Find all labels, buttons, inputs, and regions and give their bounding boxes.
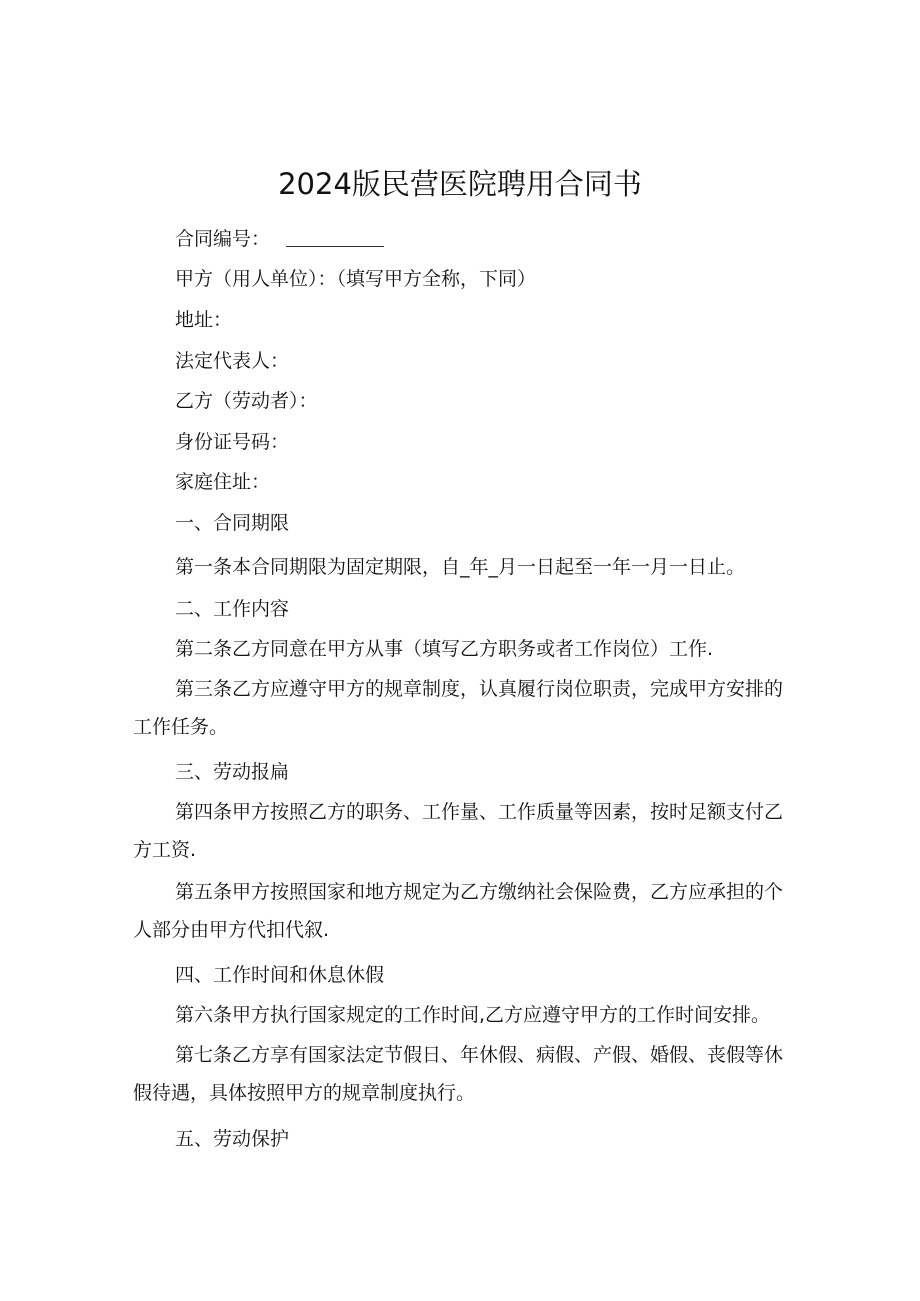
article-6: 第六条甲方执行国家规定的工作时间,乙方应遵守甲方的工作时间安排。 xyxy=(175,1004,771,1026)
address-label: 地址： xyxy=(175,309,233,331)
party-b-label: 乙方（劳动者）： xyxy=(175,390,318,412)
id-number-label: 身份证号码： xyxy=(175,431,290,453)
document-title: 2024版民营医院聘用合同书 xyxy=(278,167,642,201)
article-5: 第五条甲方按照国家和地方规定为乙方缴纳社会保险费，乙方应承担的个人部分由甲方代扣代叙. xyxy=(133,881,784,941)
article-4: 第四条甲方按照乙方的职务、工作量、工作质量等因素，按时足额支付乙方工资. xyxy=(133,801,784,861)
section-heading-working-hours: 四、工作时间和休息休假 xyxy=(175,964,385,986)
article-7: 第七条乙方享有国家法定节假日、年休假、病假、产假、婚假、丧假等休假待遇，具体按照甲方的规章制度执行。 xyxy=(133,1044,784,1104)
contract-number-blank xyxy=(286,228,384,247)
party-a-label: 甲方（用人单位）：（填写甲方全称，下同） xyxy=(175,268,537,290)
section-heading-term: 一、合同期限 xyxy=(175,512,290,534)
section-heading-labor-protection: 五、劳动保护 xyxy=(175,1128,290,1150)
section-heading-remuneration: 三、劳动报扁 xyxy=(175,761,290,783)
section-heading-work-content: 二、工作内容 xyxy=(175,598,290,620)
article-3: 第三条乙方应遵守甲方的规章制度，认真履行岗位职责，完成甲方安排的工作任务。 xyxy=(133,678,784,738)
legal-representative-label: 法定代表人： xyxy=(175,350,290,372)
contract-number-label: 合同编号： xyxy=(175,228,271,250)
article-1: 第一条本合同期限为固定期限，自_年_月一日起至一年一月一日止。 xyxy=(175,556,746,578)
home-address-label: 家庭住址： xyxy=(175,471,271,493)
contract-number-line xyxy=(175,226,384,252)
article-2: 第二条乙方同意在甲方从事（填写乙方职务或者工作岗位）工作. xyxy=(175,638,714,660)
